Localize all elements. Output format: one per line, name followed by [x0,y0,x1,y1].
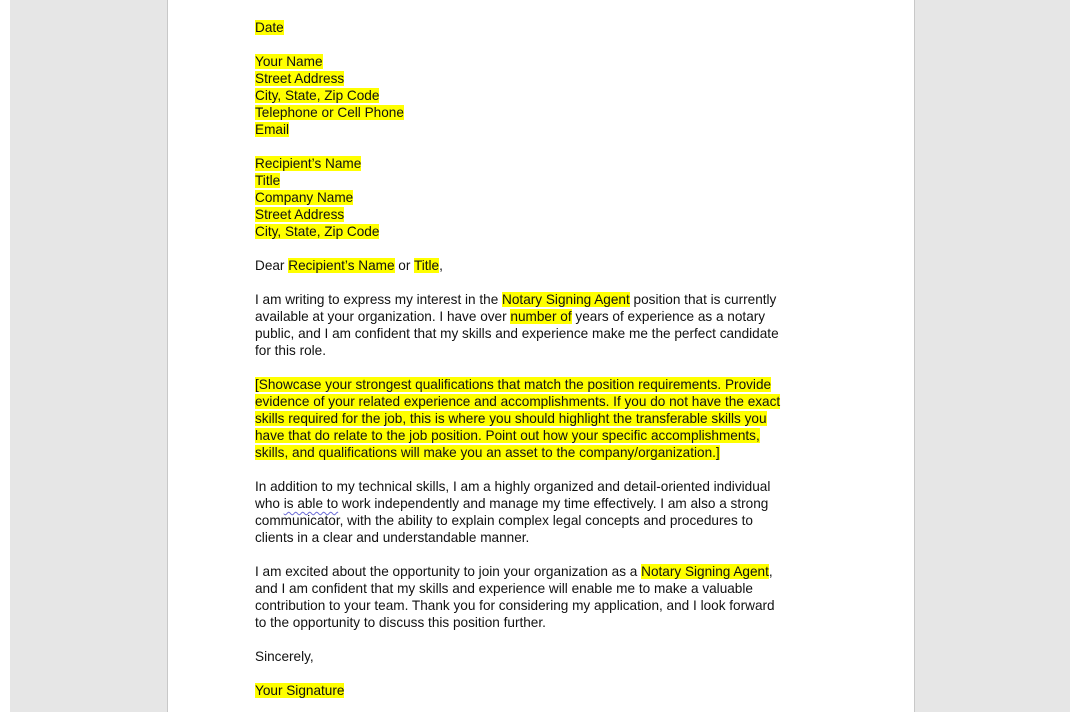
position-placeholder: Notary Signing Agent [641,564,769,579]
paragraph-intro [255,291,845,359]
recipient-city: City, State, Zip Code [255,224,380,239]
salutation-or: or [394,258,414,273]
signature-placeholder: Your Signature [255,683,345,698]
grammar-suggestion[interactable]: is able to [283,496,339,511]
para4-text: to the opportunity to discuss this position further. [255,615,546,630]
para2-text: [Showcase your strongest qualifications that match the position requirements. Provide [255,377,772,392]
salutation-name: Recipient’s Name [288,258,395,273]
para1-text: public, and I am confident that my skills and experience make me the perfect candidate [255,326,779,341]
sender-address-block [255,53,845,138]
paragraph-closing [255,563,845,631]
para2-text: skills, and qualifications will make you an asset to the company/organization.] [255,445,720,460]
recipient-name: Recipient’s Name [255,156,362,171]
para1-text: available at your organization. I have over [255,309,511,324]
sender-street: Street Address [255,71,345,86]
letter-body [255,19,845,712]
salutation-prefix: Dear [255,258,289,273]
recipient-street: Street Address [255,207,345,222]
para1-text: position that is currently [629,292,777,307]
years-placeholder: number of [510,309,572,324]
recipient-address-block [255,155,845,240]
recipient-company: Company Name [255,190,354,205]
sender-phone: Telephone or Cell Phone [255,105,404,120]
paragraph-skills [255,478,845,546]
salutation-title: Title [413,258,440,273]
position-placeholder: Notary Signing Agent [502,292,630,307]
para3-text: In addition to my technical skills, I am a highly organized and detail-oriented individual [255,479,771,494]
para4-text: I am excited about the opportunity to join your organization as a [255,564,642,579]
para2-text: skills required for the job, this is where you should highlight the transferable skills you [255,411,767,426]
paragraph-qualifications-placeholder [255,376,845,461]
para2-text: have that do relate to the job position. Point out how your specific accomplishments, [255,428,760,443]
date-block [255,19,845,36]
para4-text: contribution to your team. Thank you for considering my application, and I look forward [255,598,775,613]
salutation [255,257,845,274]
para4-text: , [768,564,773,579]
recipient-title: Title [255,173,281,188]
sender-email: Email [255,122,289,137]
closing-text: Sincerely, [255,649,314,664]
para1-text: for this role. [255,343,327,358]
para3-text: communicator, with the ability to explain complex legal concepts and procedures to [255,513,753,528]
salutation-suffix: , [439,258,443,273]
para3-text: who [255,496,284,511]
signature-block [255,682,845,699]
para4-text: and I am confident that my skills and experience will enable me to make a valuable [255,581,753,596]
document-page[interactable] [167,0,915,712]
sender-name: Your Name [255,54,323,69]
sender-city: City, State, Zip Code [255,88,380,103]
para3-text: work independently and manage my time effectively. I am also a strong [338,496,769,511]
para1-text: years of experience as a notary [571,309,766,324]
para3-text: clients in a clear and understandable manner. [255,530,530,545]
para1-text: I am writing to express my interest in the [255,292,503,307]
date-placeholder: Date [255,20,284,35]
closing-block [255,648,845,665]
para2-text: evidence of your related experience and accomplishments. If you do not have the exact [255,394,781,409]
